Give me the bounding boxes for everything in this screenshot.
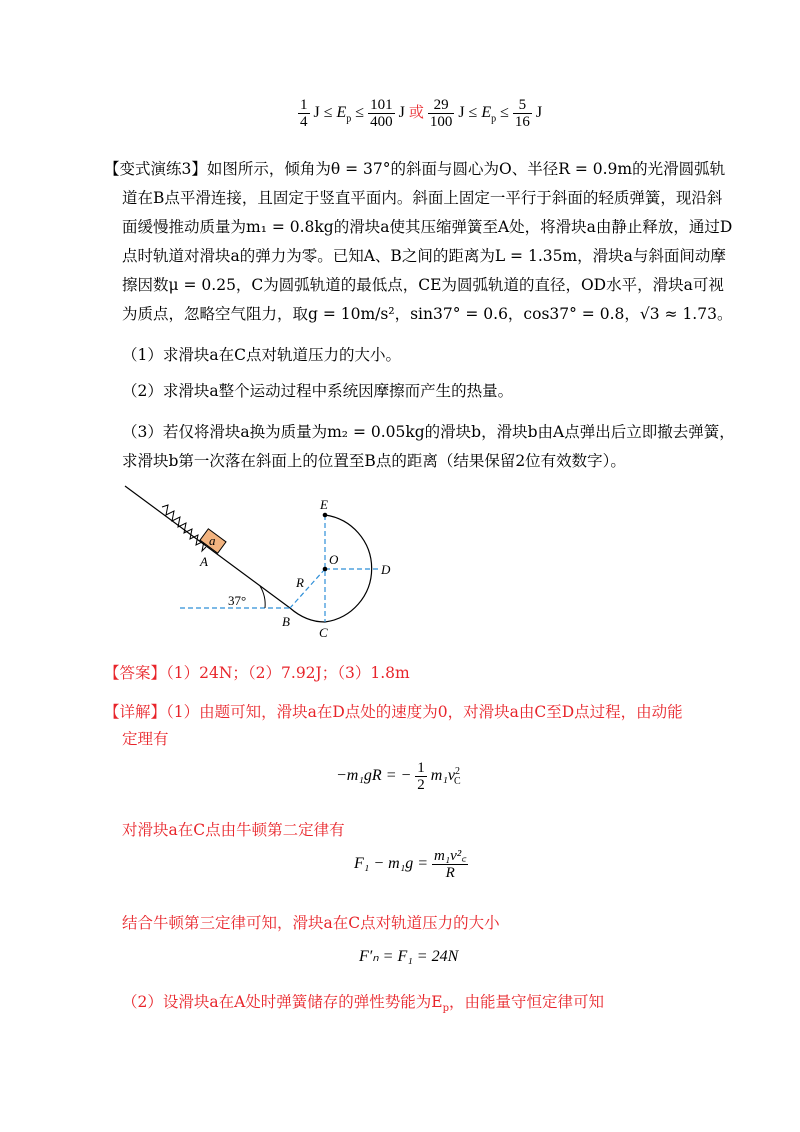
point-B-label: B [282,614,290,629]
radius-R-label: R [296,575,304,590]
problem-line-3: 面缓慢推动质量为m₁ = 0.8kg的滑块a使其压缩弹簧至A处，将滑块a由静止释放，通过D [122,218,733,236]
explanation-tag: 【详解】 [104,703,167,721]
point-O [323,567,328,572]
arc-CDE [325,515,372,622]
explanation-line-1: 【详解】（1）由题可知，滑块a在D点处的速度为0，对滑块a由C至D点过程，由动能 [104,703,683,721]
explanation-line-3: 对滑块a在C点由牛顿第二定律有 [122,821,345,839]
explanation-line-4: 结合牛顿第三定律可知，滑块a在C点对轨道压力的大小 [122,914,500,932]
point-E [323,513,328,518]
point-O-label: O [329,552,339,567]
problem-line-6: 为质点，忽略空气阻力，取g = 10m/s²，sin37° = 0.6，cos37° = 0.8，√3 ≈ 1.73。 [122,305,733,323]
explanation-line-5: （2）设滑块a在A处时弹簧储存的弹性势能为$E_p$，由能量守恒定律可知 [122,993,605,1015]
incline-line [125,486,290,608]
equation-3: F′ₙ = F₁ = 24N [359,948,459,965]
answer-tag: 【答案】 [104,664,167,682]
point-A-label: A [200,554,208,569]
problem-line-1: 【变式演练3】如图所示，倾角为θ = 37°的斜面与圆心为O、半径R = 0.9m的光滑圆弧轨 [104,160,726,178]
spring [162,505,206,551]
point-C-label: C [319,625,328,640]
arc-BC [290,608,325,622]
equation-1: −m₁gR = − $\frac{1}{2}$ $m_1v^2_C$ [336,760,461,793]
point-E-label: E [320,497,328,512]
problem-line-2: 道在B点平滑连接，且固定于竖直平面内。斜面上固定一平行于斜面的轻质弹簧，现沿斜 [122,189,723,207]
answer-text: （1）24N；（2）7.92J；（3）1.8m [166,664,410,682]
energy-range-equation: $\frac{1}{4}$ $J \le E_p$ ≤ $\frac{101}{400}$ J 或 $\frac{29}{100}$ $J \le E_p$ ≤ $\frac{5}{16}$ J [300,97,543,130]
problem-line-5: 擦因数μ = 0.25，C为圆弧轨道的最低点，CE为圆弧轨道的直径，OD水平，滑块a可视 [122,276,724,294]
problem-line-4: 点时轨道对滑块a的弹力为零。已知A、B之间的距离为L = 1.35m，滑块a与斜面间动摩 [122,247,726,265]
explanation-line-2: 定理有 [122,730,169,748]
question-3-line-1: （3）若仅将滑块a换为质量为m₂ = 0.05kg的滑块b，滑块b由A点弹出后立即撤去弹簧， [122,423,735,441]
angle-label: 37° [228,593,247,608]
question-3-line-2: 求滑块b第一次落在斜面上的位置至B点的距离（结果保留2位有效数字）。 [122,452,626,470]
question-2: （2）求滑块a整个运动过程中系统因摩擦而产生的热量。 [122,382,514,400]
point-D-label: D [381,562,391,577]
question-1: （1）求滑块a在C点对轨道压力的大小。 [122,346,401,364]
physics-diagram [110,480,410,645]
block-a-label: a [209,533,216,548]
equation-2: F₁ − m₁g = $\frac{\text{m₁v²꜀}}{R}$ [354,848,467,881]
answer [104,661,410,683]
